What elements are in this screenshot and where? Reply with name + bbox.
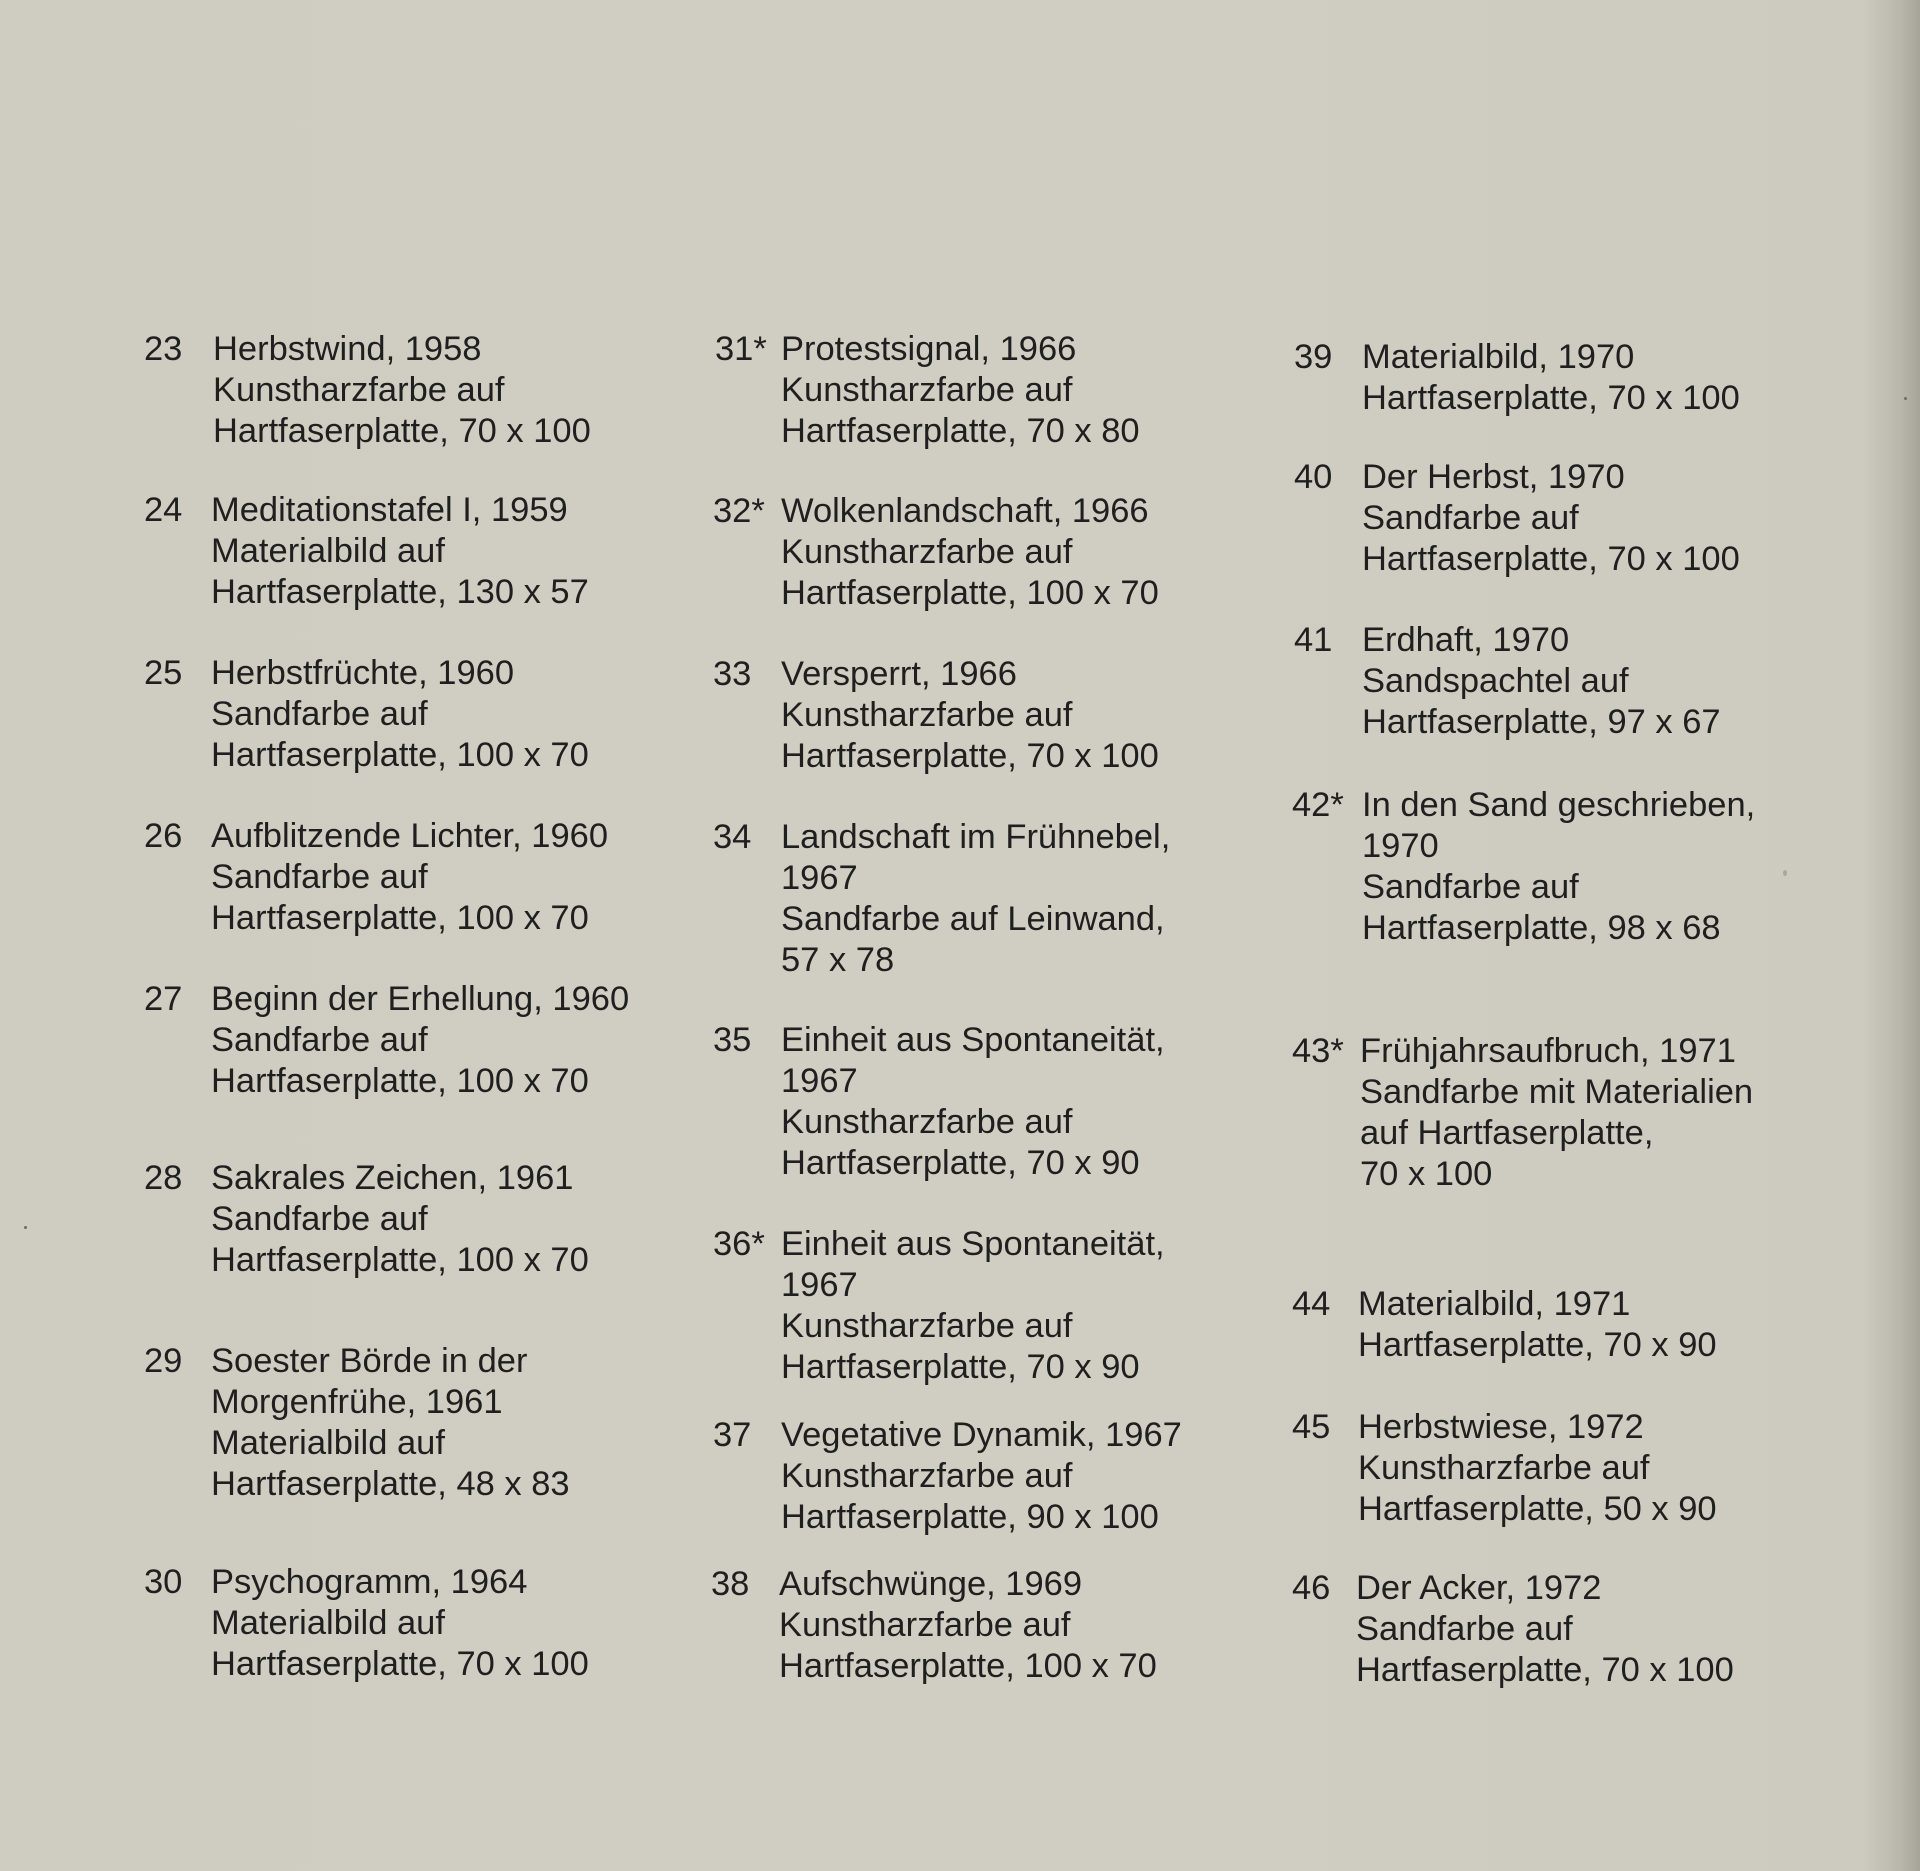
entry-text [781, 1020, 1165, 1184]
entry-number: 41 [1294, 621, 1333, 659]
entry-number: 25 [144, 654, 183, 692]
entry-support: Hartfaserplatte, 70 x 90 [781, 1348, 1140, 1386]
entry-number: 23 [144, 330, 183, 368]
entry-title: Wolkenlandschaft, 1966 [781, 492, 1149, 530]
entry-title: Herbstwind, 1958 [213, 330, 482, 368]
entry-support: Hartfaserplatte, 100 x 70 [211, 1241, 589, 1279]
entry-title: Herbstfrüchte, 1960 [211, 654, 515, 692]
entry-number: 34 [713, 818, 752, 856]
entry-medium: Sandspachtel auf [1362, 662, 1629, 700]
entry-text [211, 490, 589, 613]
entry-title: Herbstwiese, 1972 [1358, 1408, 1644, 1446]
entry-year: 1967 [781, 1266, 858, 1304]
entry-text [211, 979, 629, 1102]
entry-title: In den Sand geschrieben, [1362, 786, 1756, 824]
entry-title: Beginn der Erhellung, 1960 [211, 980, 630, 1018]
entry-medium: Kunstharzfarbe auf [781, 696, 1073, 734]
entry-number: 44 [1292, 1285, 1331, 1323]
entry-medium: Sandfarbe auf [211, 1200, 428, 1238]
entry-number: 29 [144, 1342, 183, 1380]
entry-medium: Kunstharzfarbe auf [781, 533, 1073, 571]
entry-medium: Materialbild auf [211, 532, 445, 570]
entry-medium: Materialbild auf [211, 1604, 445, 1642]
entry-support: Hartfaserplatte, 70 x 100 [781, 737, 1159, 775]
entry-support: Hartfaserplatte, 70 x 90 [1358, 1326, 1717, 1364]
entry-number: 31* [715, 330, 767, 368]
entry-text [779, 1564, 1157, 1687]
entry-title: Einheit aus Spontaneität, [781, 1021, 1165, 1059]
entry-support: Hartfaserplatte, 100 x 70 [781, 574, 1159, 612]
entry-support: Hartfaserplatte, 100 x 70 [211, 1062, 589, 1100]
entry-number: 33 [713, 655, 752, 693]
entry-support: Hartfaserplatte, 70 x 100 [1356, 1651, 1734, 1689]
entry-dimensions: 70 x 100 [1360, 1155, 1493, 1193]
entry-title: Sakrales Zeichen, 1961 [211, 1159, 574, 1197]
entry-number: 39 [1294, 338, 1333, 376]
entry-title: Versperrt, 1966 [781, 655, 1017, 693]
entry-medium: Sandfarbe auf [1362, 868, 1579, 906]
entry-number: 36* [713, 1225, 765, 1263]
entry-title: Soester Börde in der [211, 1342, 528, 1380]
entry-title: Erdhaft, 1970 [1362, 621, 1570, 659]
entry-support: Hartfaserplatte, 97 x 67 [1362, 703, 1721, 741]
entry-support: Hartfaserplatte, 90 x 100 [781, 1498, 1159, 1536]
entry-title: Der Acker, 1972 [1356, 1569, 1602, 1607]
entry-text [211, 653, 589, 776]
entry-medium: Materialbild auf [211, 1424, 445, 1462]
entry-text [1362, 620, 1721, 743]
entry-number: 30 [144, 1563, 183, 1601]
entry-text [781, 1224, 1165, 1388]
entry-year: 1967 [781, 1062, 858, 1100]
entry-medium: Kunstharzfarbe auf [213, 371, 505, 409]
entry-text [211, 816, 608, 939]
entry-number: 38 [711, 1565, 750, 1603]
entry-number: 45 [1292, 1408, 1331, 1446]
entry-medium: Sandfarbe auf [211, 695, 428, 733]
entry-text [781, 491, 1159, 614]
entry-medium: Kunstharzfarbe auf [779, 1606, 1071, 1644]
entry-text [1358, 1284, 1717, 1366]
entry-title: Materialbild, 1970 [1362, 338, 1635, 376]
entry-support: Hartfaserplatte, 50 x 90 [1358, 1490, 1717, 1528]
entry-support: Hartfaserplatte, 130 x 57 [211, 573, 589, 611]
entry-text [781, 1415, 1182, 1538]
entry-number: 32* [713, 492, 765, 530]
entry-support: Hartfaserplatte, 100 x 70 [211, 736, 589, 774]
entry-medium: Kunstharzfarbe auf [1358, 1449, 1650, 1487]
entry-title: Der Herbst, 1970 [1362, 458, 1625, 496]
entry-support: Hartfaserplatte, 48 x 83 [211, 1465, 570, 1503]
entry-title: Aufschwünge, 1969 [779, 1565, 1083, 1603]
entry-text [211, 1562, 589, 1685]
entry-text [211, 1158, 589, 1281]
entry-text [1362, 337, 1740, 419]
entry-number: 28 [144, 1159, 183, 1197]
entry-medium: Sandfarbe auf [1362, 499, 1579, 537]
entry-dimensions: 57 x 78 [781, 941, 895, 979]
entry-support: Hartfaserplatte, 70 x 80 [781, 412, 1140, 450]
entry-text [1362, 457, 1740, 580]
entry-medium: Kunstharzfarbe auf [781, 1307, 1073, 1345]
entry-medium: Sandfarbe auf [1356, 1610, 1573, 1648]
paper-speck [24, 1226, 27, 1229]
entry-support: Hartfaserplatte, 70 x 100 [1362, 540, 1740, 578]
entry-medium: Sandfarbe auf [211, 1021, 428, 1059]
entry-number: 27 [144, 980, 183, 1018]
entry-title: Protestsignal, 1966 [781, 330, 1077, 368]
entry-support: auf Hartfaserplatte, [1360, 1114, 1654, 1152]
entry-support: Hartfaserplatte, 98 x 68 [1362, 909, 1721, 947]
paper-speck [1783, 870, 1787, 876]
entry-support: Hartfaserplatte, 100 x 70 [211, 899, 589, 937]
entry-title: Aufblitzende Lichter, 1960 [211, 817, 609, 855]
entry-text [781, 654, 1159, 777]
entry-number: 43* [1292, 1032, 1344, 1070]
entry-medium: Sandfarbe auf Leinwand, [781, 900, 1165, 938]
paper-speck [1904, 397, 1907, 400]
entry-text [213, 329, 591, 452]
entry-number: 26 [144, 817, 183, 855]
entry-number: 42* [1292, 786, 1344, 824]
entry-medium: Sandfarbe mit Materialien [1360, 1073, 1754, 1111]
entry-title: Frühjahrsaufbruch, 1971 [1360, 1032, 1736, 1070]
entry-text [781, 329, 1140, 452]
entry-text [211, 1341, 570, 1505]
entry-support: Hartfaserplatte, 70 x 100 [213, 412, 591, 450]
entry-support: Hartfaserplatte, 100 x 70 [779, 1647, 1157, 1685]
entry-medium: Kunstharzfarbe auf [781, 1457, 1073, 1495]
entry-title: Vegetative Dynamik, 1967 [781, 1416, 1182, 1454]
entry-number: 40 [1294, 458, 1333, 496]
entry-title: Meditationstafel I, 1959 [211, 491, 568, 529]
entry-support: Hartfaserplatte, 70 x 100 [1362, 379, 1740, 417]
entry-number: 37 [713, 1416, 752, 1454]
entry-year: 1967 [781, 859, 858, 897]
entry-medium: Kunstharzfarbe auf [781, 1103, 1073, 1141]
entry-medium: Kunstharzfarbe auf [781, 371, 1073, 409]
entry-title: Psychogramm, 1964 [211, 1563, 528, 1601]
entry-text [1358, 1407, 1717, 1530]
entry-number: 35 [713, 1021, 752, 1059]
entry-text [781, 817, 1170, 981]
entry-medium: Sandfarbe auf [211, 858, 428, 896]
entry-text [1362, 785, 1755, 949]
entry-number: 46 [1292, 1569, 1331, 1607]
entry-title: Materialbild, 1971 [1358, 1285, 1631, 1323]
entry-support: Hartfaserplatte, 70 x 90 [781, 1144, 1140, 1182]
entry-title-continued: Morgenfrühe, 1961 [211, 1383, 503, 1421]
entry-title: Landschaft im Frühnebel, [781, 818, 1171, 856]
entry-number: 24 [144, 491, 183, 529]
entry-year: 1970 [1362, 827, 1439, 865]
entry-text [1360, 1031, 1753, 1195]
entry-title: Einheit aus Spontaneität, [781, 1225, 1165, 1263]
entry-support: Hartfaserplatte, 70 x 100 [211, 1645, 589, 1683]
entry-text [1356, 1568, 1734, 1691]
